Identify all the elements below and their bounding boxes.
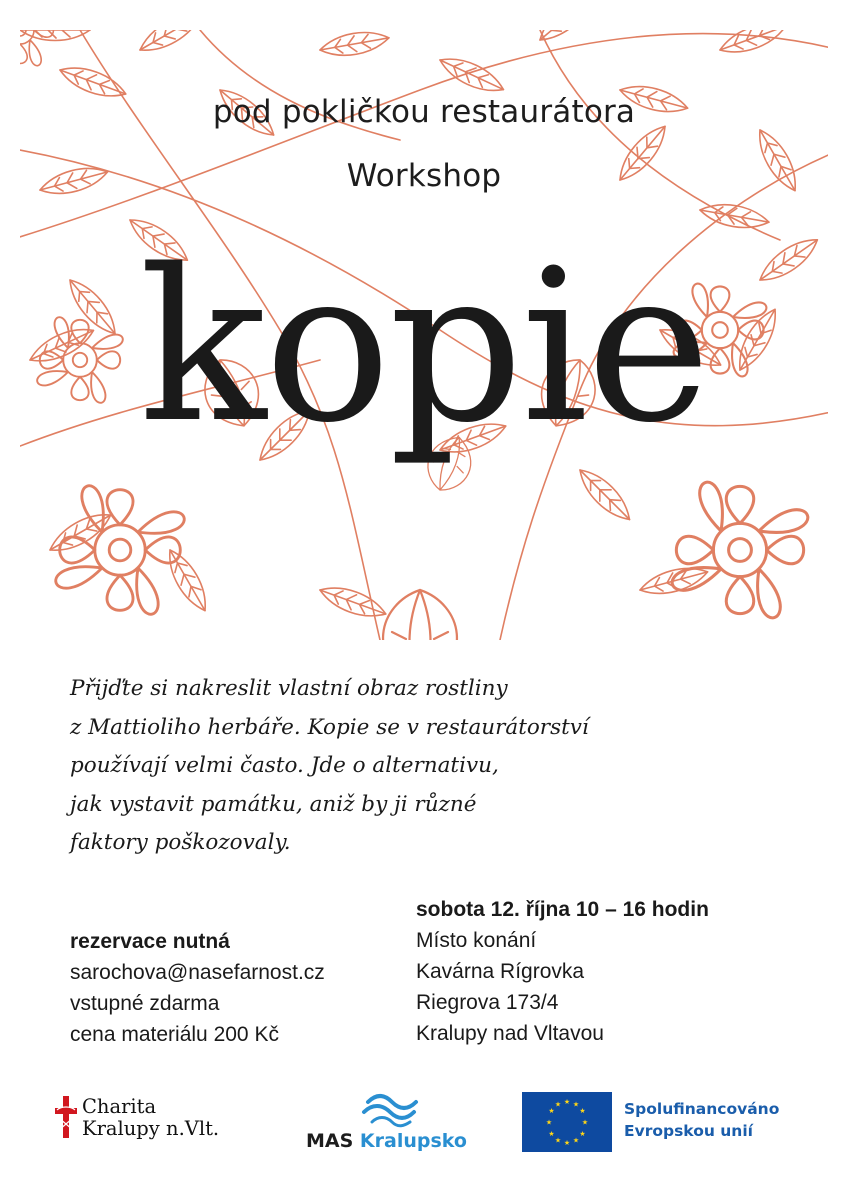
mas-prefix: MAS — [306, 1130, 354, 1152]
svg-text:★: ★ — [579, 1130, 586, 1138]
venue-label: Místo konání — [416, 929, 537, 952]
charita-logo-text — [82, 1096, 219, 1140]
description-line: faktory poškozovaly. — [70, 830, 291, 855]
description — [70, 670, 630, 863]
sponsor-logos — [0, 1080, 848, 1180]
mas-logo-text — [306, 1130, 467, 1152]
svg-text:★: ★ — [554, 1136, 562, 1145]
mas-kralupsko-logo — [306, 1088, 486, 1168]
description-line: z Mattioliho herbáře. Kopie se v restaurátorství — [70, 714, 589, 740]
svg-text:★: ★ — [563, 1139, 571, 1147]
svg-text:★: ★ — [579, 1107, 586, 1115]
reservation-heading: rezervace nutná — [70, 930, 230, 953]
svg-text:★: ★ — [572, 1136, 580, 1145]
event-date-time: sobota 12. října 10 – 16 hodin — [416, 898, 709, 921]
svg-text:★: ★ — [581, 1118, 589, 1127]
charita-cross-icon — [55, 1096, 77, 1138]
svg-text:★: ★ — [548, 1130, 555, 1138]
mas-name: Kralupsko — [359, 1130, 467, 1152]
reservation-info — [70, 926, 325, 1050]
eu-logo-text — [624, 1098, 779, 1142]
subtitle-line-1: pod pokličkou restaurátora — [212, 94, 636, 130]
reservation-email[interactable]: sarochova@nasefarnost.cz — [70, 961, 325, 984]
main-title: kopie — [139, 224, 709, 469]
description-line: jak vystavit památku, aniž by ji různé — [70, 791, 477, 817]
charita-line-1: Charita — [82, 1095, 157, 1118]
waves-icon — [306, 1088, 486, 1128]
eu-flag-icon — [522, 1092, 612, 1152]
svg-text:★: ★ — [572, 1100, 580, 1109]
material-price: cena materiálu 200 Kč — [70, 1023, 279, 1046]
svg-text:★: ★ — [554, 1100, 562, 1109]
event-info — [416, 894, 709, 1049]
svg-text:★: ★ — [548, 1107, 555, 1115]
venue-name: Kavárna Rígrovka — [416, 960, 585, 983]
eu-line-1: Spolufinancováno — [624, 1100, 780, 1118]
subtitle-line-2: Workshop — [346, 158, 502, 194]
svg-text:★: ★ — [563, 1098, 571, 1106]
eu-line-2: Evropskou unií — [624, 1122, 753, 1140]
venue-street: Riegrova 173/4 — [416, 991, 559, 1014]
svg-text:★: ★ — [545, 1118, 553, 1127]
description-line: Přijďte si nakreslit vlastní obraz rostliny — [70, 676, 508, 701]
entry-fee: vstupné zdarma — [70, 992, 220, 1015]
description-line: používají velmi často. Jde o alternativu, — [70, 753, 499, 778]
charita-line-2: Kralupy n.Vlt. — [82, 1117, 220, 1140]
venue-city: Kralupy nad Vltavou — [416, 1022, 604, 1045]
